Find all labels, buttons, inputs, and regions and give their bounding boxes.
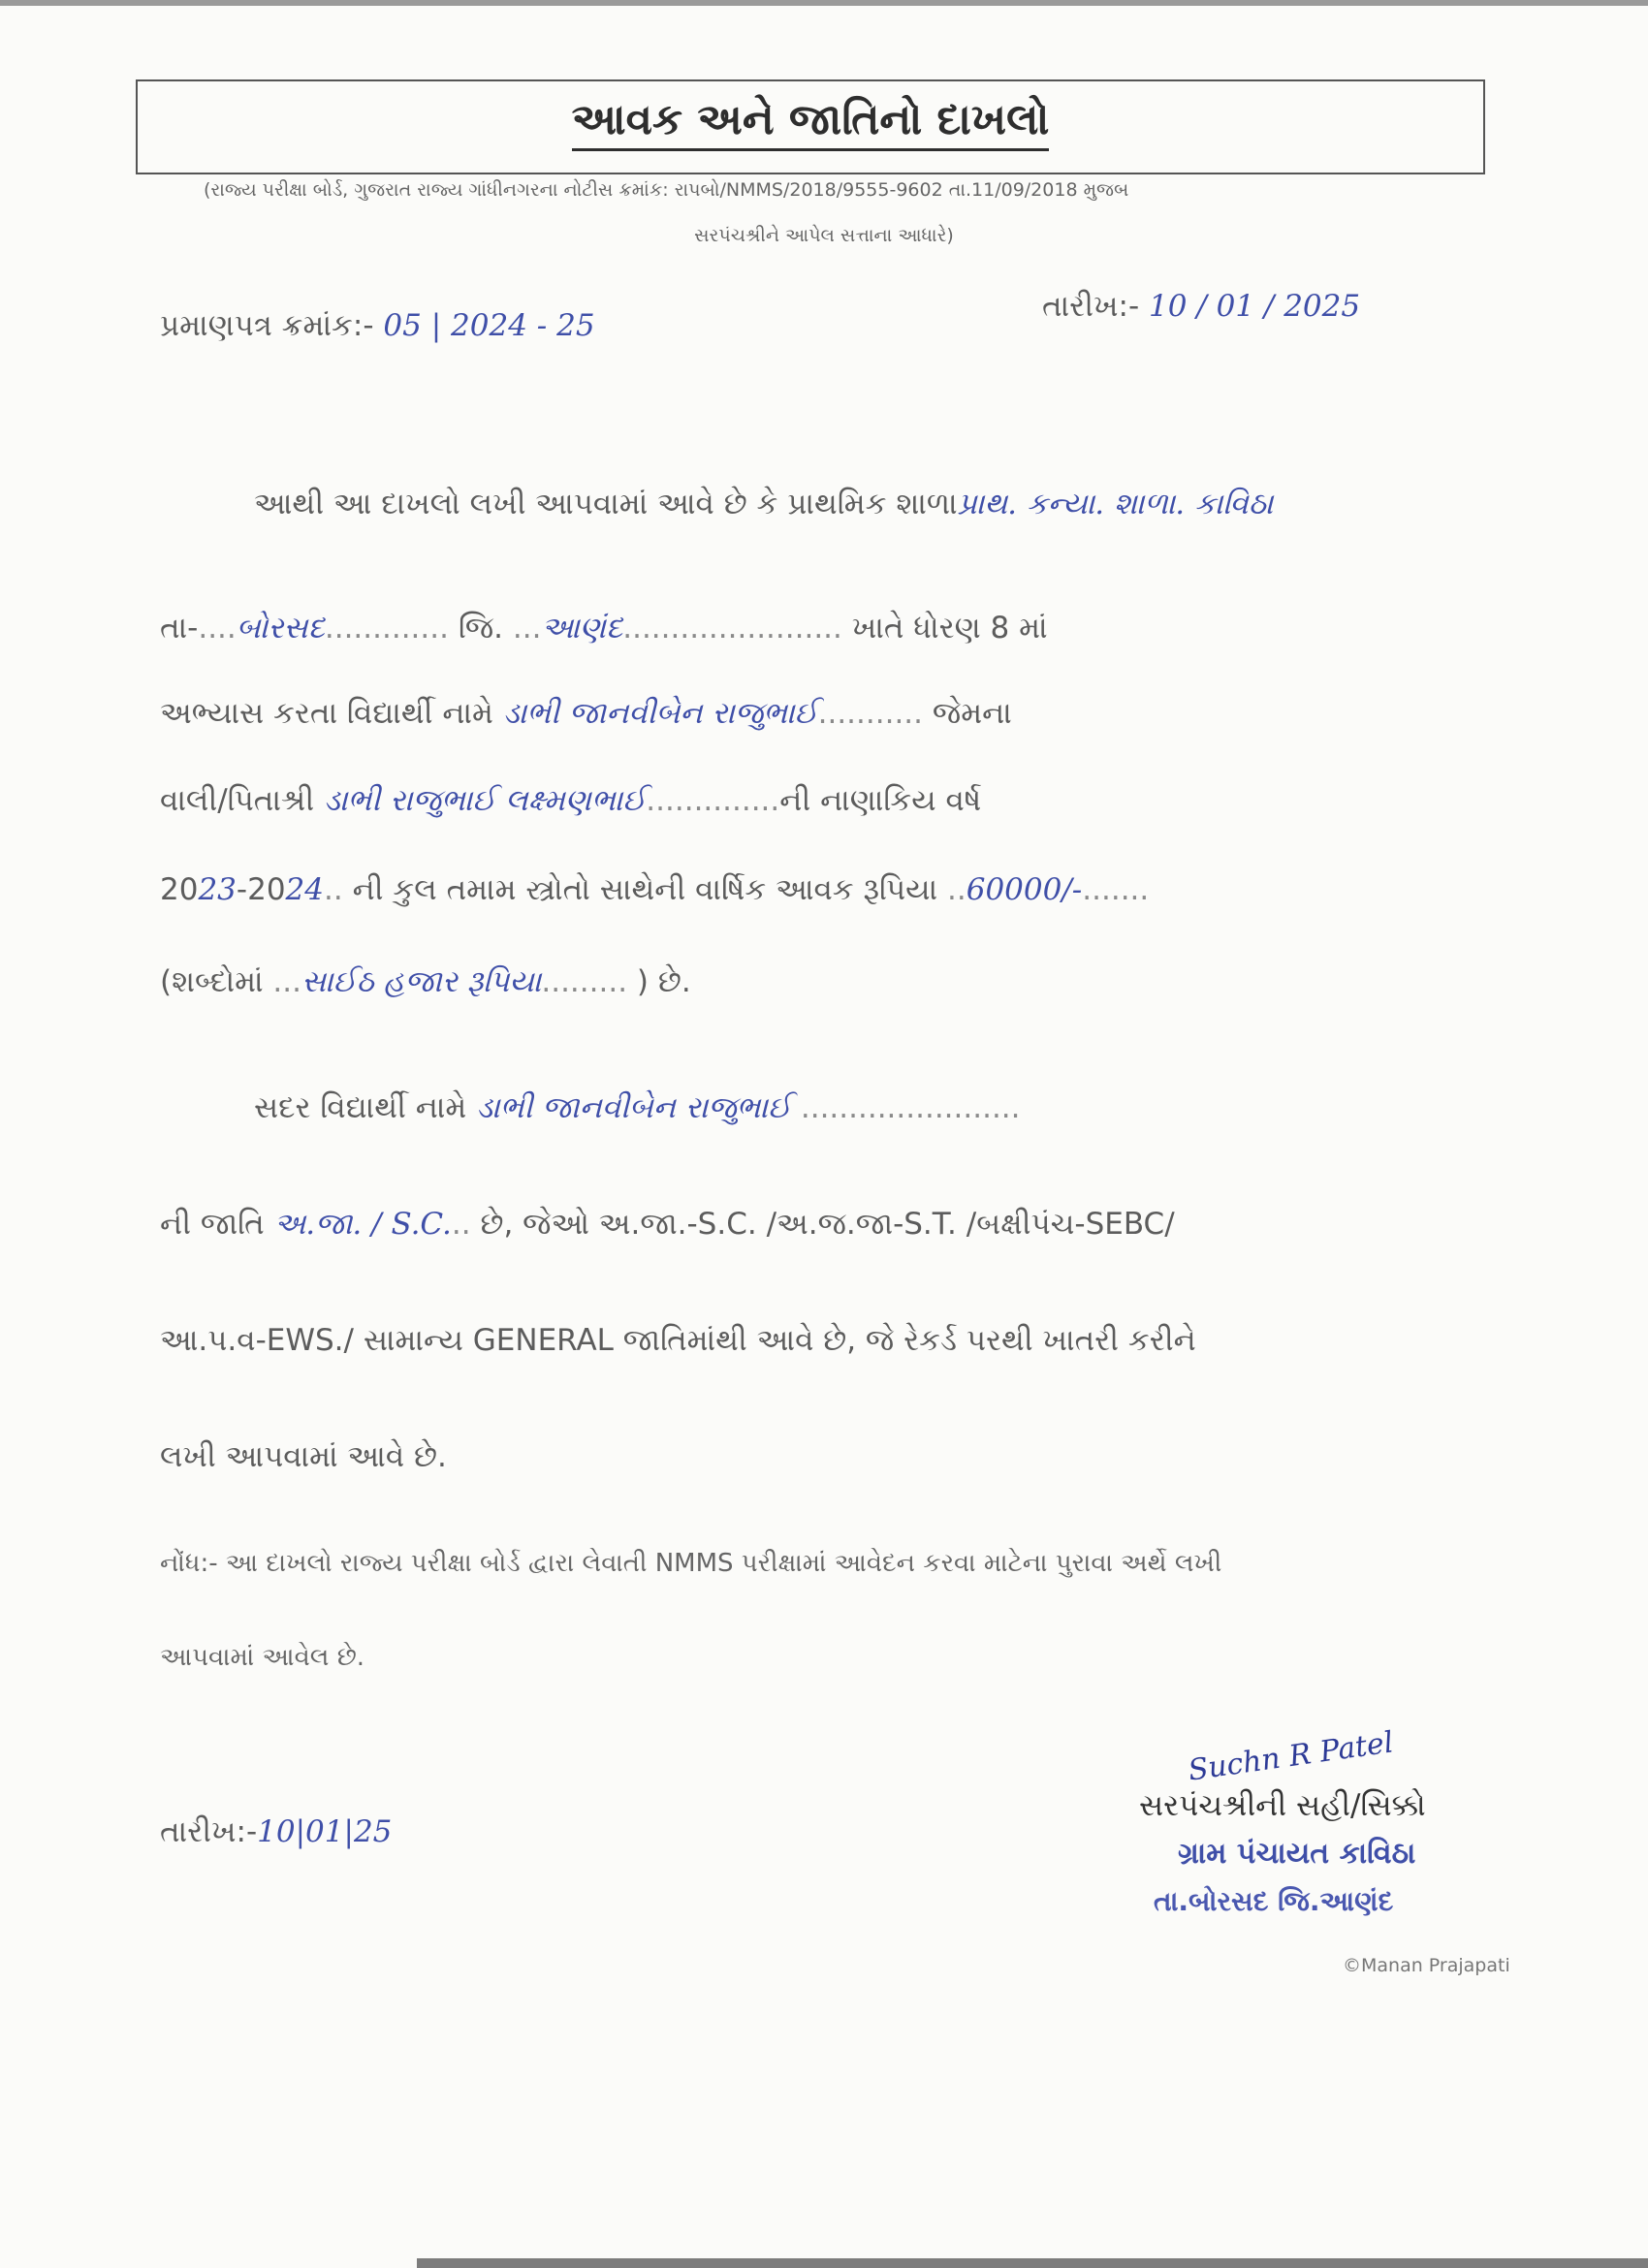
taluka-value: બોરસદ (236, 611, 325, 646)
school-name: પ્રાથ. કન્યા. શાળા. કાવિઠા (957, 487, 1274, 521)
certificate-number: પ્રમાણપત્ર ક્રમાંક:- 05 | 2024 - 25 (160, 308, 595, 343)
para1-line6: (શબ્દોમાં ...સાઈઠ હજાર રૂપિયા......... ) છે. (160, 964, 691, 999)
student-name-2: ડાભી જાનવીબેન રાજુભાઈ (476, 1090, 791, 1125)
para2-line1: સદર વિદ્યાર્થી નામે ડાભી જાનવીબેન રાજુભાઈ ....................... (254, 1090, 1021, 1125)
para2-line2: ની જાતિ અ.જા. / S.C... છે, જેઓ અ.જા.-S.C. /અ.જ.જા-S.T. /બક્ષીપંચ-SEBC/ (160, 1207, 1175, 1242)
certificate-date: તારીખ:- 10 / 01 / 2025 (1042, 289, 1361, 324)
scan-edge-bottom (417, 2258, 1648, 2268)
signature-label: સરપંચશ્રીની સહી/સિક્કો (1139, 1788, 1426, 1823)
note-line-1: નોંધ:- આ દાખલો રાજ્ય પરીક્ષા બોર્ડ દ્વારા લેવાતી NMMS પરીક્ષામાં આવેદન કરવા માટેના પુરાવા અર્થે લખી (160, 1549, 1222, 1578)
title-box (136, 79, 1485, 174)
caste-value: અ.જા. / S.C. (273, 1207, 452, 1242)
parent-name: ડાભી રાજુભાઈ લક્ષ્મણભાઈ (323, 783, 647, 818)
subtitle-line-2: સરપંચશ્રીને આપેલ સત્તાના આધારે) (694, 225, 954, 246)
footer-date: તારીખ:-10|01|25 (160, 1814, 393, 1849)
para2-line3: આ.પ.વ-EWS./ સામાન્ય GENERAL જાતિમાંથી આવે છે, જે રેકર્ડ પરથી ખાતરી કરીને (160, 1323, 1196, 1358)
page-title: આવક અને જાતિનો દાખલો (138, 95, 1483, 144)
scan-edge-top (0, 0, 1648, 6)
watermark: ©Manan Prajapati (1343, 1955, 1510, 1976)
stamp-line-2: તા.બોરસદ જિ.આણંદ (1154, 1885, 1394, 1917)
income-value: 60000/- (966, 872, 1083, 907)
certificate-number-value: 05 | 2024 - 25 (383, 308, 595, 343)
year-from: 23 (198, 872, 237, 907)
student-name-1: ડાભી જાનવીબેન રાજુભાઈ (502, 696, 818, 731)
subtitle-line-1: (રાજ્ય પરીક્ષા બોર્ડ, ગુજરાત રાજ્ય ગાંધીનગરના નોટીસ ક્રમાંક: રાપબો/NMMS/2018/9555-9602 તા.11/09/2018 મુજબ (204, 179, 1129, 201)
district-value: આણંદ (541, 611, 623, 646)
year-to: 24 (285, 872, 324, 907)
certificate-date-value: 10 / 01 / 2025 (1149, 289, 1361, 324)
para2-line4: લખી આપવામાં આવે છે. (160, 1439, 447, 1474)
para1-line2: તા-....બોરસદ............. જિ. ...આણંદ....................... ખાતે ધોરણ 8 માં (160, 611, 1048, 646)
stamp-line-1: ગ્રામ પંચાયત કાવિઠા (1178, 1837, 1416, 1871)
para1-line5: 2023-2024.. ની કુલ તમામ સ્ત્રોતો સાથેની વાર્ષિક આવક રૂપિયા ..60000/-....... (160, 872, 1150, 907)
signature: Suchn R Patel (1186, 1725, 1396, 1788)
income-in-words: સાઈઠ હજાર રૂપિયા (301, 964, 542, 999)
para1-line1: આથી આ દાખલો લખી આપવામાં આવે છે કે પ્રાથમિક શાળાપ્રાથ. કન્યા. શાળા. કાવિઠા (254, 487, 1274, 521)
para1-line4: વાલી/પિતાશ્રી ડાભી રાજુભાઈ લક્ષ્મણભાઈ..............ની નાણાકિય વર્ષ (160, 783, 982, 818)
footer-date-value: 10|01|25 (257, 1814, 393, 1849)
para1-line3: અભ્યાસ કરતા વિદ્યાર્થી નામે ડાભી જાનવીબેન રાજુભાઈ........... જેમના (160, 696, 1012, 731)
note-line-2: આપવામાં આવેલ છે. (160, 1643, 365, 1672)
